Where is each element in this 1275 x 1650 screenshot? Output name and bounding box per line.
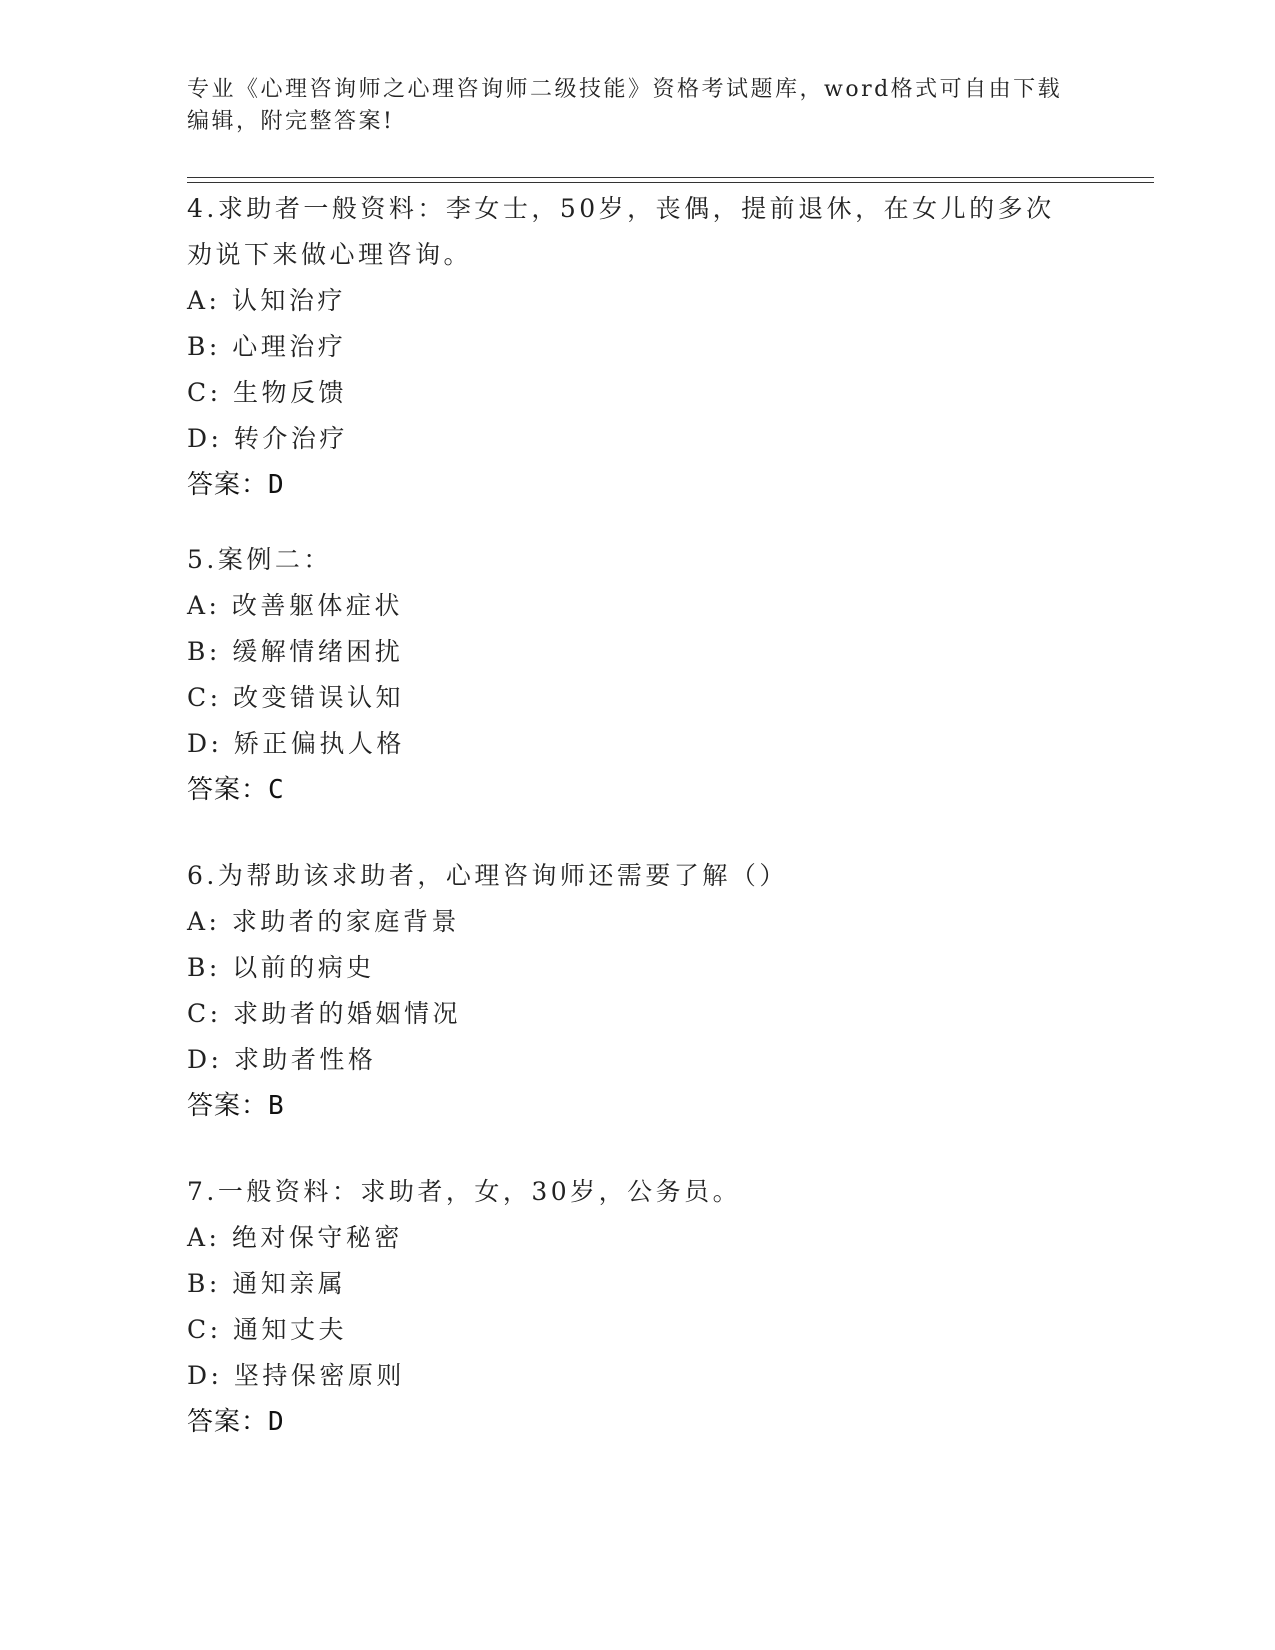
answer-label: 答案： bbox=[187, 1407, 269, 1437]
option-a: A: 求助者的家庭背景 bbox=[187, 907, 460, 936]
question-title: 7.一般资料：求助者，女，30岁，公务员。 bbox=[187, 1177, 742, 1206]
answer-line bbox=[187, 1399, 1087, 1445]
question-title: 4.求助者一般资料：李女士，50岁，丧偶，提前退休，在女儿的多次 bbox=[187, 194, 1055, 223]
option-c: C: 改变错误认知 bbox=[187, 683, 404, 712]
option-c: C: 通知丈夫 bbox=[187, 1315, 347, 1344]
option-c: C: 求助者的婚姻情况 bbox=[187, 999, 461, 1028]
answer-line bbox=[187, 462, 1087, 508]
header-divider-bottom bbox=[187, 182, 1154, 183]
question-title: 5.案例二： bbox=[187, 545, 332, 574]
question-title: 6.为帮助该求助者，心理咨询师还需要了解（） bbox=[187, 861, 788, 890]
question-4 bbox=[187, 186, 1087, 508]
header-divider-top bbox=[187, 177, 1154, 178]
header-intro-line-1: 专业《心理咨询师之心理咨询师二级技能》资格考试题库，word格式可自由下载 bbox=[187, 77, 1063, 102]
question-6 bbox=[187, 853, 1087, 1129]
question-7 bbox=[187, 1169, 1087, 1445]
option-d: D: 矫正偏执人格 bbox=[187, 729, 405, 758]
question-title-continued: 劝说下来做心理咨询。 bbox=[187, 240, 473, 269]
answer-value: D bbox=[268, 470, 285, 500]
option-a: A: 认知治疗 bbox=[187, 286, 346, 315]
document-header bbox=[187, 74, 1067, 138]
answer-line bbox=[187, 1083, 1087, 1129]
option-d: D: 坚持保密原则 bbox=[187, 1361, 405, 1390]
option-b: B: 心理治疗 bbox=[187, 332, 347, 361]
question-5 bbox=[187, 537, 1087, 813]
answer-label: 答案： bbox=[187, 775, 269, 805]
option-b: B: 缓解情绪困扰 bbox=[187, 637, 404, 666]
option-d: D: 求助者性格 bbox=[187, 1045, 377, 1074]
option-a: A: 绝对保守秘密 bbox=[187, 1223, 403, 1252]
option-d: D: 转介治疗 bbox=[187, 424, 348, 453]
answer-value: C bbox=[268, 775, 285, 805]
answer-value: D bbox=[268, 1407, 285, 1437]
header-intro-line-2: 编辑，附完整答案! bbox=[187, 109, 395, 134]
option-b: B: 以前的病史 bbox=[187, 953, 375, 982]
answer-value: B bbox=[268, 1091, 285, 1121]
option-a: A: 改善躯体症状 bbox=[187, 591, 403, 620]
answer-line bbox=[187, 767, 1087, 813]
answer-label: 答案： bbox=[187, 1091, 269, 1121]
option-c: C: 生物反馈 bbox=[187, 378, 347, 407]
option-b: B: 通知亲属 bbox=[187, 1269, 347, 1298]
answer-label: 答案： bbox=[187, 470, 269, 500]
